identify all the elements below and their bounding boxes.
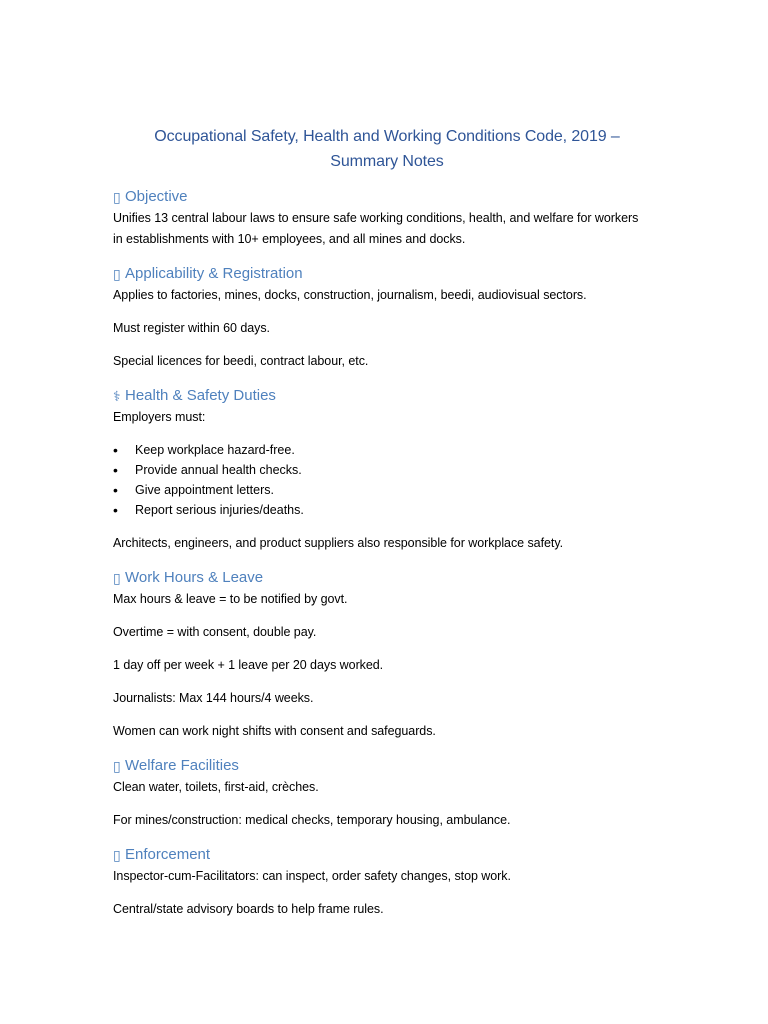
section-heading <box>113 187 661 207</box>
section-applicability <box>113 264 661 372</box>
paragraph: Max hours & leave = to be notified by govt. <box>113 592 348 606</box>
section-heading <box>113 386 661 406</box>
paragraph: Applies to factories, mines, docks, construction, journalism, beedi, audiovisual sectors. <box>113 288 587 302</box>
list-item: • Provide annual health checks. <box>113 460 661 480</box>
paragraph: Must register within 60 days. <box>113 321 270 335</box>
paragraph: Clean water, toilets, first-aid, crèches. <box>113 780 319 794</box>
paragraph: Employers must: <box>113 410 206 424</box>
missing-glyph-icon: ▯ <box>113 189 121 205</box>
staff-of-aesculapius-icon: ⚕ <box>113 388 121 404</box>
document-title <box>113 124 661 174</box>
section-heading <box>113 845 661 865</box>
paragraph: Women can work night shifts with consent and safeguards. <box>113 724 436 738</box>
paragraph: Overtime = with consent, double pay. <box>113 625 317 639</box>
paragraph: Architects, engineers, and product suppliers also responsible for workplace safety. <box>113 536 564 550</box>
section-health-safety <box>113 386 661 554</box>
section-heading <box>113 756 661 776</box>
section-heading-text: Welfare Facilities <box>125 757 239 774</box>
section-enforcement <box>113 845 661 920</box>
section-welfare <box>113 756 661 831</box>
paragraph: Journalists: Max 144 hours/4 weeks. <box>113 691 314 705</box>
missing-glyph-icon: ▯ <box>113 758 121 774</box>
list-item: • Report serious injuries/deaths. <box>113 500 661 520</box>
section-objective <box>113 187 661 250</box>
section-heading-text: Applicability & Registration <box>125 265 303 282</box>
document-title-line-2: Summary Notes <box>330 153 444 170</box>
missing-glyph-icon: ▯ <box>113 847 121 863</box>
paragraph: 1 day off per week + 1 leave per 20 days worked. <box>113 658 384 672</box>
paragraph: For mines/construction: medical checks, temporary housing, ambulance. <box>113 813 511 827</box>
section-heading-text: Work Hours & Leave <box>125 569 264 586</box>
document-page <box>113 124 661 920</box>
list-item: • Keep workplace hazard-free. <box>113 440 661 460</box>
section-heading-text: Objective <box>125 188 188 205</box>
section-work-hours <box>113 568 661 742</box>
bullet-list <box>113 440 661 520</box>
section-heading-text: Health & Safety Duties <box>125 387 276 404</box>
paragraph: Inspector-cum-Facilitators: can inspect, order safety changes, stop work. <box>113 869 511 883</box>
paragraph: Special licences for beedi, contract labour, etc. <box>113 354 369 368</box>
section-heading <box>113 568 661 588</box>
paragraph: in establishments with 10+ employees, and all mines and docks. <box>113 232 466 246</box>
paragraph: Central/state advisory boards to help frame rules. <box>113 902 384 916</box>
paragraph: Unifies 13 central labour laws to ensure safe working conditions, health, and welfare for workers <box>113 211 639 225</box>
section-heading-text: Enforcement <box>125 846 211 863</box>
list-item: • Give appointment letters. <box>113 480 661 500</box>
missing-glyph-icon: ▯ <box>113 266 121 282</box>
document-title-line-1: Occupational Safety, Health and Working Conditions Code, 2019 – <box>154 128 620 145</box>
section-heading <box>113 264 661 284</box>
missing-glyph-icon: ▯ <box>113 570 121 586</box>
